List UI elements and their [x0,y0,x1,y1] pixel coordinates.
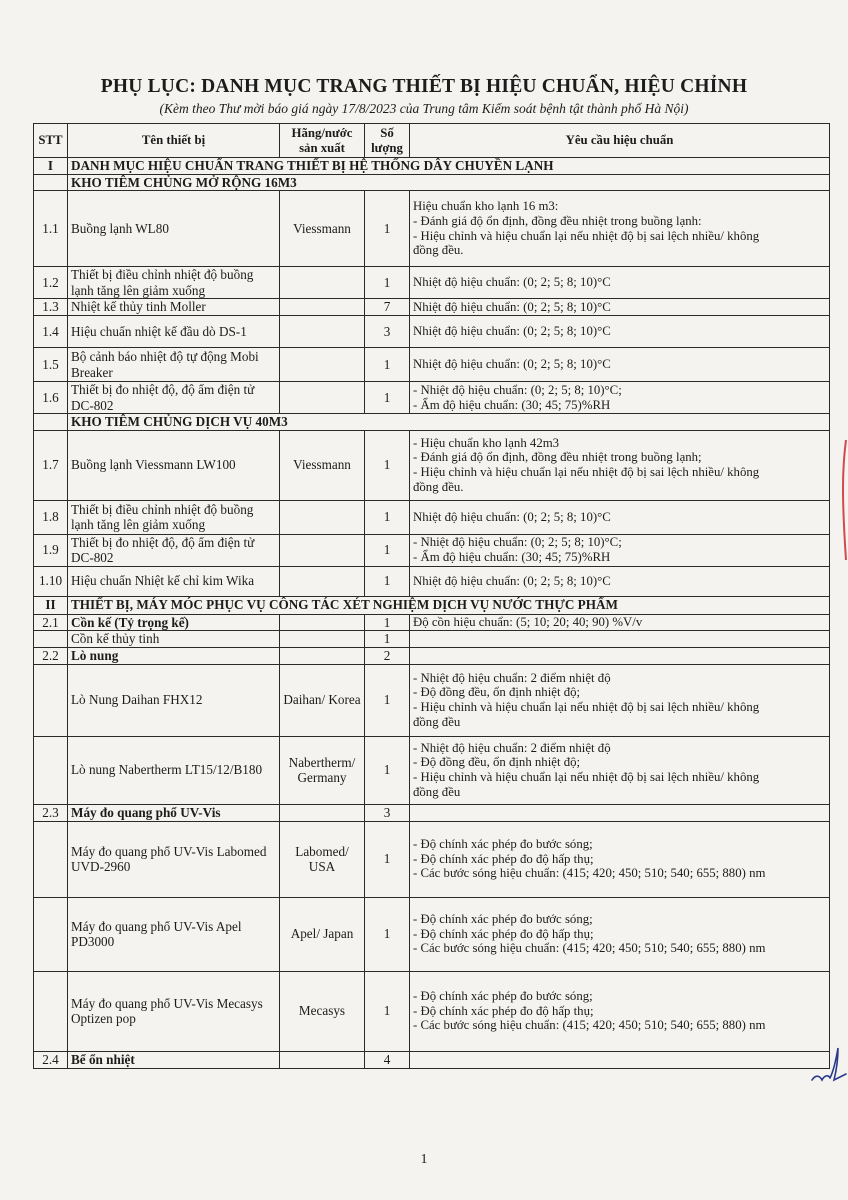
section-row [34,596,830,614]
section-number: II [34,596,68,614]
row-qty: 1 [365,500,410,534]
page-number: 1 [420,1152,428,1167]
table-row [34,614,830,631]
row-name: Lò Nung Daihan FHX12 [68,664,280,736]
req-line: - Đánh giá độ ổn định, đồng đều nhiệt trong buồng lạnh; [413,450,702,465]
req-line: đồng đều. [413,243,464,258]
row-maker: Apel/ Japan [280,897,365,971]
req-line: - Độ chính xác phép đo bước sóng; [413,912,593,927]
table-row [34,664,830,736]
row-name: Cồn kế thủy tinh [68,631,280,648]
table-row [34,382,830,414]
row-qty: 1 [365,348,410,382]
subsection-title: KHO TIÊM CHỦNG MỞ RỘNG 16M3 [68,174,830,191]
table-row [34,736,830,804]
table-row [34,534,830,566]
row-qty: 1 [365,664,410,736]
table-row [34,897,830,971]
req-line: - Độ chính xác phép đo độ hấp thụ; [413,926,594,941]
row-qty: 1 [365,971,410,1051]
row-req: Nhiệt độ hiệu chuẩn: (0; 2; 5; 8; 10)°C [410,348,830,382]
row-stt [34,736,68,804]
initials-signature [808,1040,848,1090]
row-req: Nhiệt độ hiệu chuẩn: (0; 2; 5; 8; 10)°C [410,299,830,316]
row-name: Buồng lạnh Viessmann LW100 [68,430,280,500]
row-qty: 1 [365,614,410,631]
table-header-row [34,124,830,158]
req-line: - Độ chính xác phép đo bước sóng; [413,837,593,852]
req-line: - Các bước sóng hiệu chuẩn: (415; 420; 450; 510; 540; 655; 880) nm [413,1018,766,1033]
row-qty: 3 [365,316,410,348]
row-maker [280,614,365,631]
row-qty: 1 [365,534,410,566]
row-req [410,736,830,804]
row-stt: 1.8 [34,500,68,534]
row-stt: 1.5 [34,348,68,382]
table-row [34,647,830,664]
row-name: Bể ổn nhiệt [68,1051,280,1068]
row-qty: 2 [365,647,410,664]
row-maker [280,1051,365,1068]
row-name: Máy đo quang phổ UV-Vis Mecasys Optizen pop [68,971,280,1051]
req-line: - Độ chính xác phép đo độ hấp thụ; [413,1003,594,1018]
row-stt [34,664,68,736]
req-line: - Hiệu chuẩn kho lạnh 42m3 [413,435,560,450]
equipment-table [33,123,830,1069]
row-maker [280,534,365,566]
row-maker: Mecasys [280,971,365,1051]
req-line: - Độ chính xác phép đo bước sóng; [413,989,593,1004]
req-line: đồng đều. [413,479,464,494]
row-maker [280,631,365,648]
table-row [34,821,830,897]
row-maker [280,382,365,414]
table-row [34,348,830,382]
req-line: - Độ đồng đều, ổn định nhiệt độ; [413,685,581,700]
row-req [410,897,830,971]
row-name: Thiết bị đo nhiệt độ, độ ẩm điện tử DC-802 [68,382,280,414]
row-qty: 1 [365,897,410,971]
row-req: Độ cồn hiệu chuẩn: (5; 10; 20; 40; 90) %V/v [410,614,830,631]
req-line: - Nhiệt độ hiệu chuẩn: 2 điểm nhiệt độ [413,740,611,755]
req-line: đồng đều [413,714,461,729]
row-maker [280,500,365,534]
subsection-row [34,174,830,191]
req-line: Hiệu chuẩn kho lạnh 16 m3: [413,199,559,214]
header-stt: STT [34,124,68,158]
row-qty: 7 [365,299,410,316]
stamp-edge [840,440,848,560]
row-req: Nhiệt độ hiệu chuẩn: (0; 2; 5; 8; 10)°C [410,316,830,348]
row-qty: 1 [365,821,410,897]
row-maker: Viessmann [280,191,365,267]
table-row [34,566,830,596]
header-name: Tên thiết bị [68,124,280,158]
row-req [410,631,830,648]
req-line: - Ẩm độ hiệu chuẩn: (30; 45; 75)%RH [413,397,611,412]
row-name: Lò nung [68,647,280,664]
table-row [34,804,830,821]
req-line: - Độ chính xác phép đo độ hấp thụ; [413,851,594,866]
row-req: Nhiệt độ hiệu chuẩn: (0; 2; 5; 8; 10)°C [410,267,830,299]
table-row [34,631,830,648]
req-line: - Hiệu chỉnh và hiệu chuẩn lại nếu nhiệt độ bị sai lệch nhiều/ không [413,770,760,784]
row-req [410,191,830,267]
row-stt: 1.1 [34,191,68,267]
document-title: PHỤ LỤC: DANH MỤC TRANG THIẾT BỊ HIỆU CHUẨN, HIỆU CHỈNH [100,76,748,97]
row-stt [34,971,68,1051]
row-req [410,647,830,664]
row-stt: 2.2 [34,647,68,664]
req-line: - Hiệu chỉnh và hiệu chuẩn lại nếu nhiệt độ bị sai lệch nhiều/ không [413,228,760,243]
table-row [34,500,830,534]
table-row [34,430,830,500]
header-maker: Hãng/nước sản xuất [280,124,365,158]
row-stt: 1.6 [34,382,68,414]
row-qty: 3 [365,804,410,821]
row-req [410,664,830,736]
row-qty: 1 [365,736,410,804]
row-stt: 2.1 [34,614,68,631]
row-maker [280,299,365,316]
row-stt [34,821,68,897]
row-maker: Viessmann [280,430,365,500]
row-stt: 1.4 [34,316,68,348]
row-maker: Labomed/ USA [280,821,365,897]
section-title: DANH MỤC HIỆU CHUẨN TRANG THIẾT BỊ HỆ THỐNG DÂY CHUYỀN LẠNH [68,158,830,175]
row-name: Máy đo quang phổ UV-Vis [68,804,280,821]
row-maker: Nabertherm/ Germany [280,736,365,804]
table-row [34,299,830,316]
row-stt: 2.3 [34,804,68,821]
row-qty: 1 [365,566,410,596]
row-name: Nhiệt kế thủy tinh Moller [68,299,280,316]
row-qty: 1 [365,191,410,267]
header-req: Yêu cầu hiệu chuẩn [410,124,830,158]
req-line: - Độ đồng đều, ổn định nhiệt độ; [413,755,581,770]
row-req [410,430,830,500]
row-name: Hiệu chuẩn Nhiệt kế chỉ kim Wika [68,566,280,596]
row-name: Bộ cảnh báo nhiệt độ tự động Mobi Breaker [68,348,280,382]
table-row [34,191,830,267]
row-maker [280,566,365,596]
row-name: Hiệu chuẩn nhiệt kế đầu dò DS-1 [68,316,280,348]
row-stt: 1.3 [34,299,68,316]
table-row [34,971,830,1051]
row-name: Máy đo quang phổ UV-Vis Labomed UVD-2960 [68,821,280,897]
row-maker [280,348,365,382]
row-stt: 1.10 [34,566,68,596]
row-stt: 2.4 [34,1051,68,1068]
req-line: - Nhiệt độ hiệu chuẩn: 2 điểm nhiệt độ [413,670,611,685]
section-number: I [34,158,68,175]
row-name: Thiết bị điều chỉnh nhiệt độ buồng lạnh tăng lên giảm xuống [68,267,280,299]
row-name: Máy đo quang phổ UV-Vis Apel PD3000 [68,897,280,971]
row-req: Nhiệt độ hiệu chuẩn: (0; 2; 5; 8; 10)°C [410,566,830,596]
req-line: - Đánh giá độ ổn định, đồng đều nhiệt trong buồng lạnh: [413,213,702,228]
header-qty: Số lượng [365,124,410,158]
req-line: - Ẩm độ hiệu chuẩn: (30; 45; 75)%RH [413,550,611,564]
row-req [410,804,830,821]
row-name: Thiết bị điều chỉnh nhiệt độ buồng lạnh tăng lên giảm xuống [68,500,280,534]
row-stt: 1.7 [34,430,68,500]
row-qty: 4 [365,1051,410,1068]
row-stt: 1.2 [34,267,68,299]
section-title: THIẾT BỊ, MÁY MÓC PHỤC VỤ CÔNG TÁC XÉT NGHIỆM DỊCH VỤ NƯỚC THỰC PHẨM [68,596,830,614]
row-name: Thiết bị đo nhiệt độ, độ ẩm điện tử DC-802 [68,534,280,566]
row-stt [34,897,68,971]
row-req: Nhiệt độ hiệu chuẩn: (0; 2; 5; 8; 10)°C [410,500,830,534]
req-line: - Các bước sóng hiệu chuẩn: (415; 420; 450; 510; 540; 655; 880) nm [413,941,766,956]
req-line: - Hiệu chỉnh và hiệu chuẩn lại nếu nhiệt độ bị sai lệch nhiều/ không [413,700,760,714]
row-req [410,1051,830,1068]
row-qty: 1 [365,430,410,500]
row-name: Buồng lạnh WL80 [68,191,280,267]
row-req [410,534,830,566]
row-name: Cồn kế (Tỷ trọng kế) [68,614,280,631]
row-maker [280,804,365,821]
section-row [34,158,830,175]
req-line: - Các bước sóng hiệu chuẩn: (415; 420; 450; 510; 540; 655; 880) nm [413,866,766,881]
row-qty: 1 [365,267,410,299]
req-line: đồng đều [413,784,461,799]
req-line: - Hiệu chỉnh và hiệu chuẩn lại nếu nhiệt độ bị sai lệch nhiều/ không [413,465,760,479]
row-maker [280,267,365,299]
req-line: - Nhiệt độ hiệu chuẩn: (0; 2; 5; 8; 10)°C; [413,535,622,550]
table-row [34,267,830,299]
table-row [34,316,830,348]
row-req [410,971,830,1051]
row-qty: 1 [365,382,410,414]
row-stt: 1.9 [34,534,68,566]
row-maker [280,316,365,348]
row-maker: Daihan/ Korea [280,664,365,736]
subsection-row [34,414,830,431]
table-row [34,1051,830,1068]
row-req [410,821,830,897]
req-line: - Nhiệt độ hiệu chuẩn: (0; 2; 5; 8; 10)°C; [413,382,622,397]
row-req [410,382,830,414]
row-stt [34,631,68,648]
row-name: Lò nung Nabertherm LT15/12/B180 [68,736,280,804]
row-maker [280,647,365,664]
subsection-title: KHO TIÊM CHỦNG DỊCH VỤ 40M3 [68,414,830,431]
document-subtitle: (Kèm theo Thư mời báo giá ngày 17/8/2023 của Trung tâm Kiểm soát bệnh tật thành phố Hà Nội) [159,101,689,116]
row-qty: 1 [365,631,410,648]
